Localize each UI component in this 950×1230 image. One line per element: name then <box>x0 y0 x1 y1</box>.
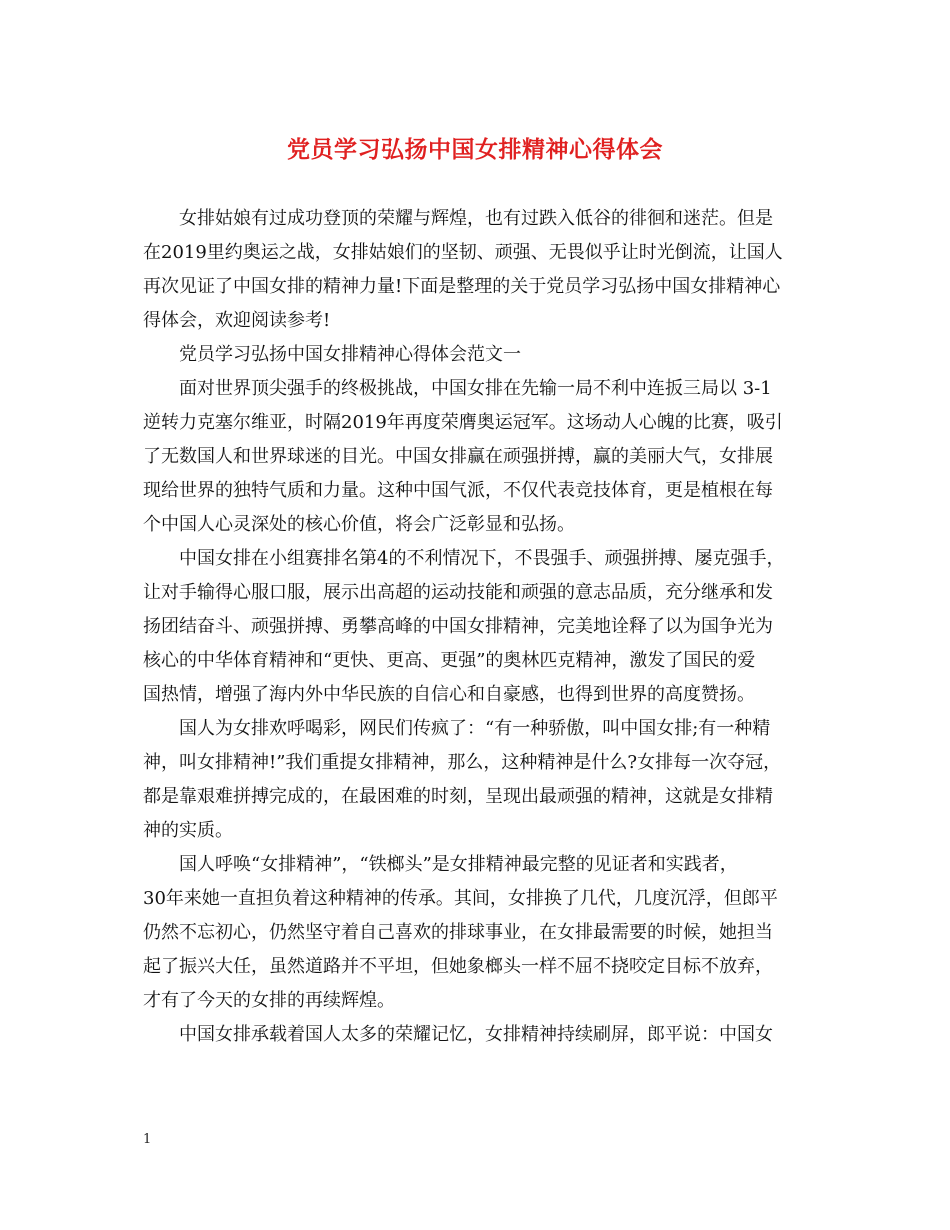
section-heading: 党员学习弘扬中国女排精神心得体会范文一 <box>179 344 521 365</box>
paragraph-line: 中国女排在小组赛排名第4的不利情况下，不畏强手、顽强拼搏、屡克强手， <box>179 548 785 569</box>
paragraph-line: 现给世界的独特气质和力量。这种中国气派，不仅代表竞技体育，更是植根在每 <box>143 480 773 501</box>
paragraph-line: 神的实质。 <box>143 820 233 841</box>
paragraph-line: 得体会，欢迎阅读参考! <box>143 310 331 331</box>
page-number: 1 <box>143 1132 152 1147</box>
paragraph-line: 面对世界顶尖强手的终极挑战，中国女排在先输一局不利中连扳三局以 3-1 <box>179 378 772 399</box>
paragraph-line: 在2019里约奥运之战，女排姑娘们的坚韧、顽强、无畏似乎让时光倒流，让国人 <box>143 242 783 263</box>
document-body <box>143 202 823 1052</box>
paragraph-line: 女排姑娘有过成功登顶的荣耀与辉煌，也有过跌入低谷的徘徊和迷茫。但是 <box>179 208 773 229</box>
paragraph-line: 核心的中华体育精神和“更快、更高、更强”的奥林匹克精神，激发了国民的爱 <box>143 650 756 671</box>
paragraph-line: 逆转力克塞尔维亚，时隔2019年再度荣膺奥运冠军。这场动人心魄的比赛，吸引 <box>143 412 783 433</box>
paragraph-line: 仍然不忘初心，仍然坚守着自己喜欢的排球事业，在女排最需要的时候，她担当 <box>143 922 773 943</box>
document-title: 党员学习弘扬中国女排精神心得体会 <box>287 136 663 163</box>
paragraph-line: 国热情，增强了海内外中华民族的自信心和自豪感，也得到世界的高度赞扬。 <box>143 684 755 705</box>
paragraph-line: 中国女排承载着国人太多的荣耀记忆，女排精神持续刷屏，郎平说：中国女 <box>179 1024 773 1045</box>
paragraph-line: 30年来她一直担负着这种精神的传承。其间，女排换了几代，几度沉浮，但郎平 <box>143 888 778 909</box>
paragraph-line: 国人呼唤“女排精神”，“铁榔头”是女排精神最完整的见证者和实践者， <box>179 854 738 875</box>
paragraph-line: 个中国人心灵深处的核心价值，将会广泛彰显和弘扬。 <box>143 514 575 535</box>
paragraph-line: 扬团结奋斗、顽强拼搏、勇攀高峰的中国女排精神，完美地诠释了以为国争光为 <box>143 616 773 637</box>
paragraph-line: 起了振兴大任，虽然道路并不平坦，但她象榔头一样不屈不挠咬定目标不放弃， <box>143 956 773 977</box>
paragraph-line: 才有了今天的女排的再续辉煌。 <box>143 990 395 1011</box>
paragraph-line: 神，叫女排精神!”我们重提女排精神，那么，这种精神是什么?女排每一次夺冠， <box>143 752 782 773</box>
paragraph-line: 国人为女排欢呼喝彩，网民们传疯了：“有一种骄傲，叫中国女排;有一种精 <box>179 718 771 739</box>
paragraph-line: 都是靠艰难拼搏完成的，在最困难的时刻，呈现出最顽强的精神，这就是女排精 <box>143 786 773 807</box>
paragraph-line: 再次见证了中国女排的精神力量!下面是整理的关于党员学习弘扬中国女排精神心 <box>143 276 781 297</box>
paragraph-line: 了无数国人和世界球迷的目光。中国女排赢在顽强拼搏，赢的美丽大气，女排展 <box>143 446 773 467</box>
paragraph-line: 让对手输得心服口服，展示出高超的运动技能和顽强的意志品质，充分继承和发 <box>143 582 773 603</box>
